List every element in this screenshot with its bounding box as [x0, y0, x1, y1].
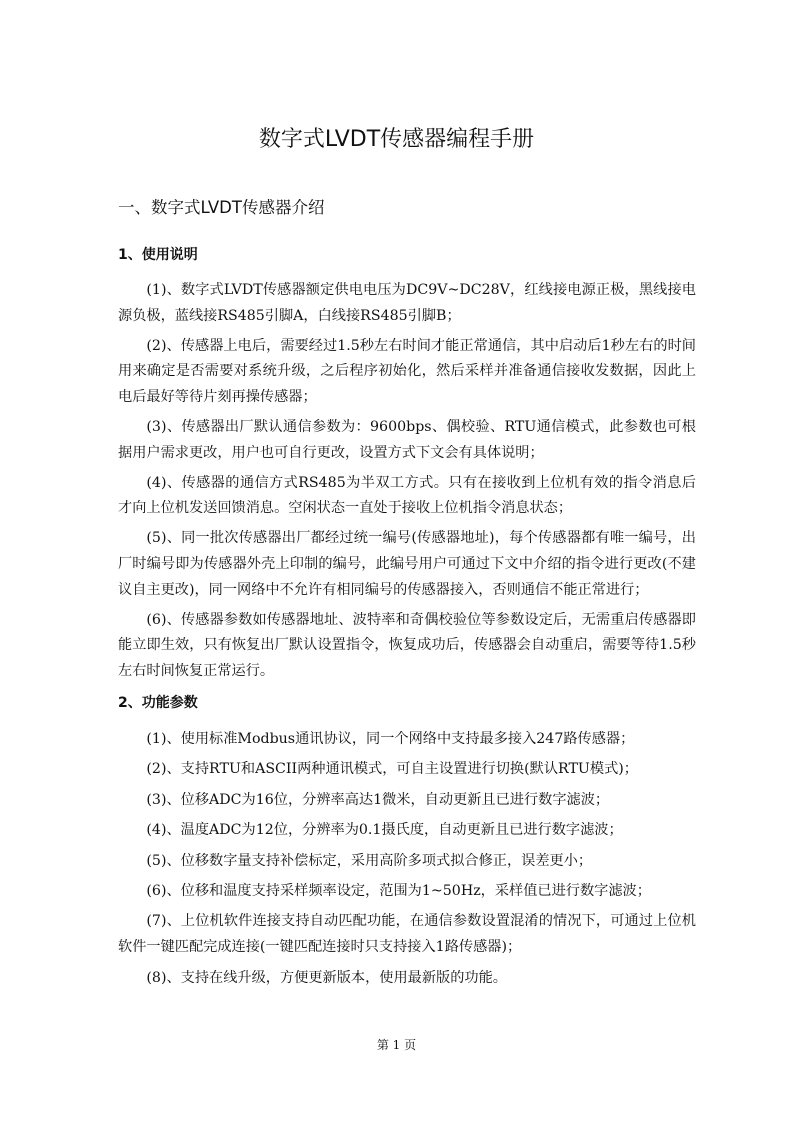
paragraph: (3)、传感器出厂默认通信参数为：9600bps、偶校验、RTU通信模式，此参数也可根据用户需求更改，用户也可自行更改，设置方式下文会有具体说明；	[118, 418, 696, 461]
paragraph: (5)、同一批次传感器出厂都经过统一编号(传感器地址)，每个传感器都有唯一编号，出厂时编号即为传感器外壳上印制的编号，此编号用户可通过下文中介绍的指令进行更改(不建议自主更改)，同一网络中不允许有相同编号的传感器接入，否则通信不能正常进行；	[118, 530, 696, 598]
page-number: 第 1 页	[376, 1038, 417, 1052]
paragraph: (7)、上位机软件连接支持自动匹配功能，在通信参数设置混淆的情况下，可通过上位机软件一键匹配完成连接(一键匹配连接时只支持接入1路传感器)；	[118, 913, 696, 956]
paragraph: (4)、传感器的通信方式RS485为半双工方式。只有在接收到上位机有效的指令消息后才向上位机发送回馈消息。空闲状态一直处于接收上位机指令消息状态；	[118, 474, 696, 517]
paragraph: (5)、位移数字量支持补偿标定，采用高阶多项式拟合修正，误差更小；	[146, 852, 593, 869]
paragraph: (6)、位移和温度支持采样频率设定，范围为1~50Hz，采样值已进行数字滤波；	[146, 882, 651, 899]
paragraph: (1)、使用标准Modbus通讯协议，同一个网络中支持最多接入247路传感器；	[146, 731, 635, 747]
paragraph: (6)、传感器参数如传感器地址、波特率和奇偶校验位等参数设定后，无需重启传感器即能立即生效，只有恢复出厂默认设置指令，恢复成功后，传感器会自动重启，需要等待1.5秒左右时间恢复正常运行。	[118, 611, 696, 680]
paragraph: (4)、温度ADC为12位，分辨率为0.1摄氏度，自动更新且已进行数字滤波；	[146, 822, 623, 839]
paragraph: (8)、支持在线升级，方便更新版本，使用最新版的功能。	[146, 969, 507, 986]
paragraph: (2)、支持RTU和ASCII两种通讯模式，可自主设置进行切换(默认RTU模式)；	[146, 761, 638, 778]
usage-instructions	[118, 278, 696, 689]
paragraph: (2)、传感器上电后，需要经过1.5秒左右时间才能正常通信，其中启动后1秒左右的时间用来确定是否需要对系统升级，之后程序初始化，然后采样并准备通信接收发数据，因此上电后最好等待片刻再操传感器；	[118, 337, 696, 406]
subsection-heading-usage: 1、使用说明	[118, 247, 198, 263]
paragraph: (1)、数字式LVDT传感器额定供电电压为DC9V~DC28V，红线接电源正极，黑线接电源负极，蓝线接RS485引脚A，白线接RS485引脚B；	[118, 282, 696, 324]
function-parameters	[118, 727, 696, 996]
paragraph: (3)、位移ADC为16位，分辨率高达1微米，自动更新且已进行数字滤波；	[146, 791, 610, 808]
section-heading-introduction: 一、数字式LVDT传感器介绍	[118, 198, 325, 217]
subsection-heading-functions: 2、功能参数	[118, 695, 198, 711]
document-title: 数字式LVDT传感器编程手册	[258, 127, 535, 152]
